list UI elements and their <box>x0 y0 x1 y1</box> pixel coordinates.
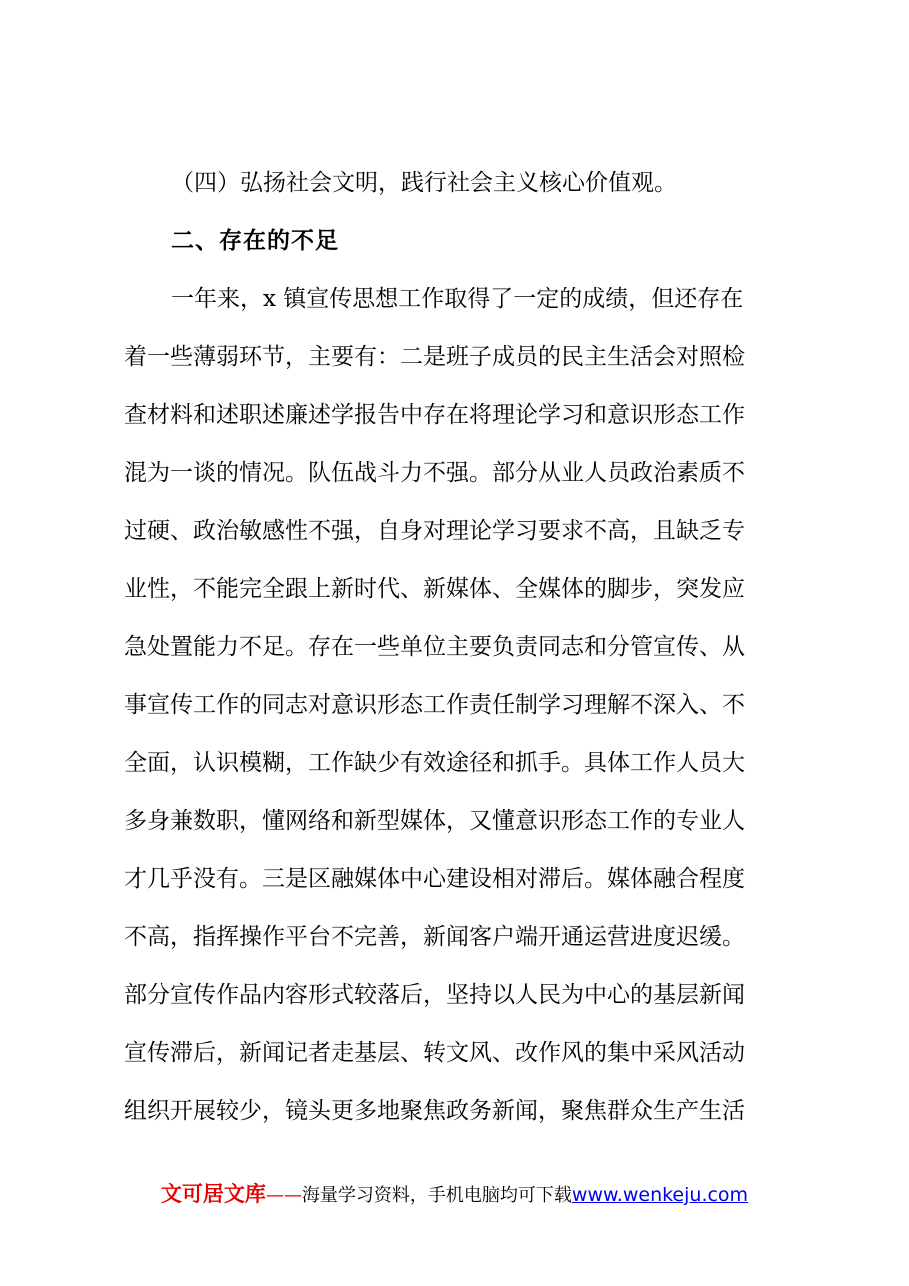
body-line: 一年来，x 镇宣传思想工作取得了一定的成绩，但还存在 <box>171 286 744 312</box>
footer-tagline: 海量学习资料，手机电脑均可下载 <box>301 1185 572 1206</box>
section-heading: 二、存在的不足 <box>171 227 339 254</box>
body-line: 急处置能力不足。存在一些单位主要负责同志和分管宣传、从 <box>124 634 745 660</box>
body-line: 混为一谈的情况。队伍战斗力不强。部分从业人员政治素质不 <box>124 460 745 486</box>
body-line: 过硬、政治敏感性不强，自身对理论学习要求不高，且缺乏专 <box>124 518 745 544</box>
footer-brand: 文可居文库 <box>160 1182 266 1206</box>
footer-dash: —— <box>265 1185 302 1206</box>
body-line: 事宣传工作的同志对意识形态工作责任制学习理解不深入、不 <box>124 692 745 718</box>
body-line: 多身兼数职，懂网络和新型媒体，又懂意识形态工作的专业人 <box>124 808 745 834</box>
body-line: 不高，指挥操作平台不完善，新闻客户端开通运营进度迟缓。 <box>124 924 745 950</box>
body-line: 全面，认识模糊，工作缺少有效途径和抓手。具体工作人员大 <box>124 750 745 776</box>
body-line: 组织开展较少，镜头更多地聚焦政务新闻，聚焦群众生产生活 <box>124 1098 745 1124</box>
body-line: 着一些薄弱环节，主要有：二是班子成员的民主生活会对照检 <box>124 344 745 370</box>
body-line: 查材料和述职述廉述学报告中存在将理论学习和意识形态工作 <box>124 402 745 428</box>
body-line: 宣传滞后，新闻记者走基层、转文风、改作风的集中采风活动 <box>124 1040 745 1066</box>
body-line: 业性，不能完全跟上新时代、新媒体、全媒体的脚步，突发应 <box>124 576 745 602</box>
subsection-title: （四）弘扬社会文明，践行社会主义核心价值观。 <box>171 170 677 196</box>
body-line: 部分宣传作品内容形式较落后，坚持以人民为中心的基层新闻 <box>124 982 745 1008</box>
footer-url-link[interactable]: www.wenkeju.com <box>571 1184 749 1206</box>
body-line: 才几乎没有。三是区融媒体中心建设相对滞后。媒体融合程度 <box>124 866 745 892</box>
footer-banner <box>0 1178 909 1208</box>
